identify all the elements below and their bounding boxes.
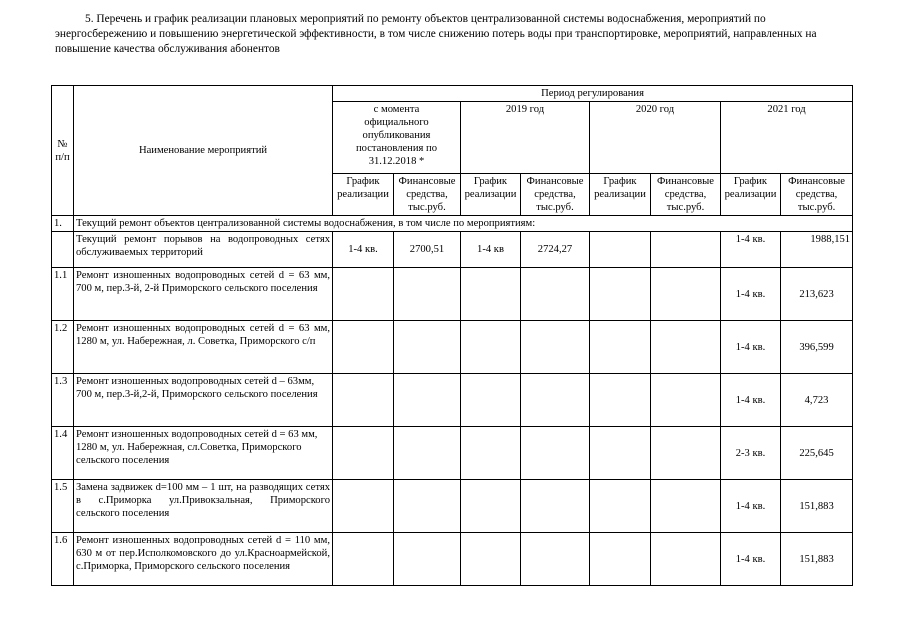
table-row [52, 232, 853, 268]
header-num: № п/п [52, 86, 74, 216]
table-row [52, 480, 853, 533]
table-row [52, 268, 853, 321]
row-p4-schedule: 1-4 кв. [721, 374, 781, 427]
row-p1-finance [394, 321, 461, 374]
row-p1-finance: 2700,51 [394, 232, 461, 268]
row-p4-finance: 396,599 [781, 321, 853, 374]
row-name: Ремонт изношенных водопроводных сетей d = 63 мм, 700 м, пер.3-й, 2-й Приморского сельского поселения [74, 268, 333, 321]
row-p4-finance: 4,723 [781, 374, 853, 427]
row-p3-finance [651, 232, 721, 268]
row-p3-finance [651, 321, 721, 374]
row-p3-finance [651, 533, 721, 586]
row-p3-schedule [590, 374, 651, 427]
row-p4-finance: 225,645 [781, 427, 853, 480]
sub-finance-3: Финансовые средства, тыс.руб. [651, 174, 721, 216]
row-p1-schedule: 1-4 кв. [333, 232, 394, 268]
row-p2-schedule [461, 533, 521, 586]
row-p4-finance: 213,623 [781, 268, 853, 321]
header-period-2021: 2021 год [721, 102, 853, 174]
row-name: Ремонт изношенных водопроводных сетей d = 110 мм, 630 м от пер.Исполкомовского до ул.Красноармейской, с.Приморка, Приморского сельского поселения [74, 533, 333, 586]
sub-schedule-2: График реализации [461, 174, 521, 216]
row-p3-finance [651, 427, 721, 480]
row-p3-schedule [590, 427, 651, 480]
row-p2-finance [521, 374, 590, 427]
row-p3-finance [651, 268, 721, 321]
row-p1-finance [394, 268, 461, 321]
row-p4-finance: 151,883 [781, 480, 853, 533]
header-period-1: с момента официального опубликования постановления по 31.12.2018 * [333, 102, 461, 174]
row-p4-schedule: 1-4 кв. [721, 268, 781, 321]
sub-finance-4: Финансовые средства, тыс.руб. [781, 174, 853, 216]
row-p2-schedule [461, 374, 521, 427]
row-p2-schedule: 1-4 кв [461, 232, 521, 268]
row-p3-finance [651, 480, 721, 533]
section-num: 1. [52, 216, 74, 232]
row-p1-schedule [333, 374, 394, 427]
row-p4-schedule: 1-4 кв. [721, 480, 781, 533]
row-p4-finance: 1988,151 [781, 232, 853, 268]
row-name: Ремонт изношенных водопроводных сетей d – 63мм, 700 м, пер.3-й,2-й, Приморского сельского поселения [74, 374, 333, 427]
row-p2-finance: 2724,27 [521, 232, 590, 268]
table-row [52, 427, 853, 480]
row-p1-schedule [333, 321, 394, 374]
header-period: Период регулирования [333, 86, 853, 102]
heading-text: 5. Перечень и график реализации плановых мероприятий по ремонту объектов централизованной системы водоснабжения, мероприятий по энергосбережению и повышению энергетической эффективности, в том числе снижению потерь воды при транспортировке, мероприятий, направленных на повышение качества обслуживания абонентов [55, 13, 817, 55]
sub-schedule-3: График реализации [590, 174, 651, 216]
row-p3-schedule [590, 232, 651, 268]
row-p3-schedule [590, 480, 651, 533]
row-num: 1.3 [52, 374, 74, 427]
row-p1-schedule [333, 480, 394, 533]
row-p2-finance [521, 480, 590, 533]
row-p4-schedule: 2-3 кв. [721, 427, 781, 480]
header-period-2019: 2019 год [461, 102, 590, 174]
row-p1-finance [394, 480, 461, 533]
row-p1-finance [394, 374, 461, 427]
sub-finance-1: Финансовые средства, тыс.руб. [394, 174, 461, 216]
row-num [52, 232, 74, 268]
row-num: 1.1 [52, 268, 74, 321]
row-name: Текущий ремонт порывов на водопроводных сетях обслуживаемых территорий [74, 232, 333, 268]
row-p3-finance [651, 374, 721, 427]
row-p4-finance: 151,883 [781, 533, 853, 586]
sub-finance-2: Финансовые средства, тыс.руб. [521, 174, 590, 216]
row-p1-schedule [333, 533, 394, 586]
header-period-2020: 2020 год [590, 102, 721, 174]
row-p2-schedule [461, 268, 521, 321]
row-name: Ремонт изношенных водопроводных сетей d = 63 мм, 1280 м, ул. Набережная, сл.Советка, Приморского сельского поселения [74, 427, 333, 480]
row-p2-schedule [461, 480, 521, 533]
row-p1-schedule [333, 268, 394, 321]
table-row [52, 321, 853, 374]
section-row [52, 216, 853, 232]
row-p2-schedule [461, 321, 521, 374]
row-num: 1.5 [52, 480, 74, 533]
row-p2-finance [521, 268, 590, 321]
row-p3-schedule [590, 268, 651, 321]
row-p2-finance [521, 533, 590, 586]
table-row [52, 374, 853, 427]
row-p4-schedule: 1-4 кв. [721, 321, 781, 374]
row-p1-finance [394, 533, 461, 586]
row-p2-finance [521, 427, 590, 480]
row-p3-schedule [590, 533, 651, 586]
header-name: Наименование мероприятий [74, 86, 333, 216]
sub-schedule-4: График реализации [721, 174, 781, 216]
row-p1-finance [394, 427, 461, 480]
row-num: 1.2 [52, 321, 74, 374]
row-num: 1.6 [52, 533, 74, 586]
sub-schedule-1: График реализации [333, 174, 394, 216]
row-p1-schedule [333, 427, 394, 480]
row-name: Ремонт изношенных водопроводных сетей d = 63 мм, 1280 м, ул. Набережная, л. Советка, Приморского с/п [74, 321, 333, 374]
document-heading [55, 12, 850, 57]
row-p4-schedule: 1-4 кв. [721, 533, 781, 586]
row-p4-schedule: 1-4 кв. [721, 232, 781, 268]
row-p2-finance [521, 321, 590, 374]
row-p3-schedule [590, 321, 651, 374]
row-p2-schedule [461, 427, 521, 480]
plan-table [51, 85, 853, 586]
table-row [52, 533, 853, 586]
header-row-1 [52, 86, 853, 102]
row-name: Замена задвижек d=100 мм – 1 шт, на разводящих сетях в с.Приморка ул.Привокзальная, Приморского сельского поселения [74, 480, 333, 533]
section-title: Текущий ремонт объектов централизованной системы водоснабжения, в том числе по мероприятиям: [74, 216, 853, 232]
row-num: 1.4 [52, 427, 74, 480]
